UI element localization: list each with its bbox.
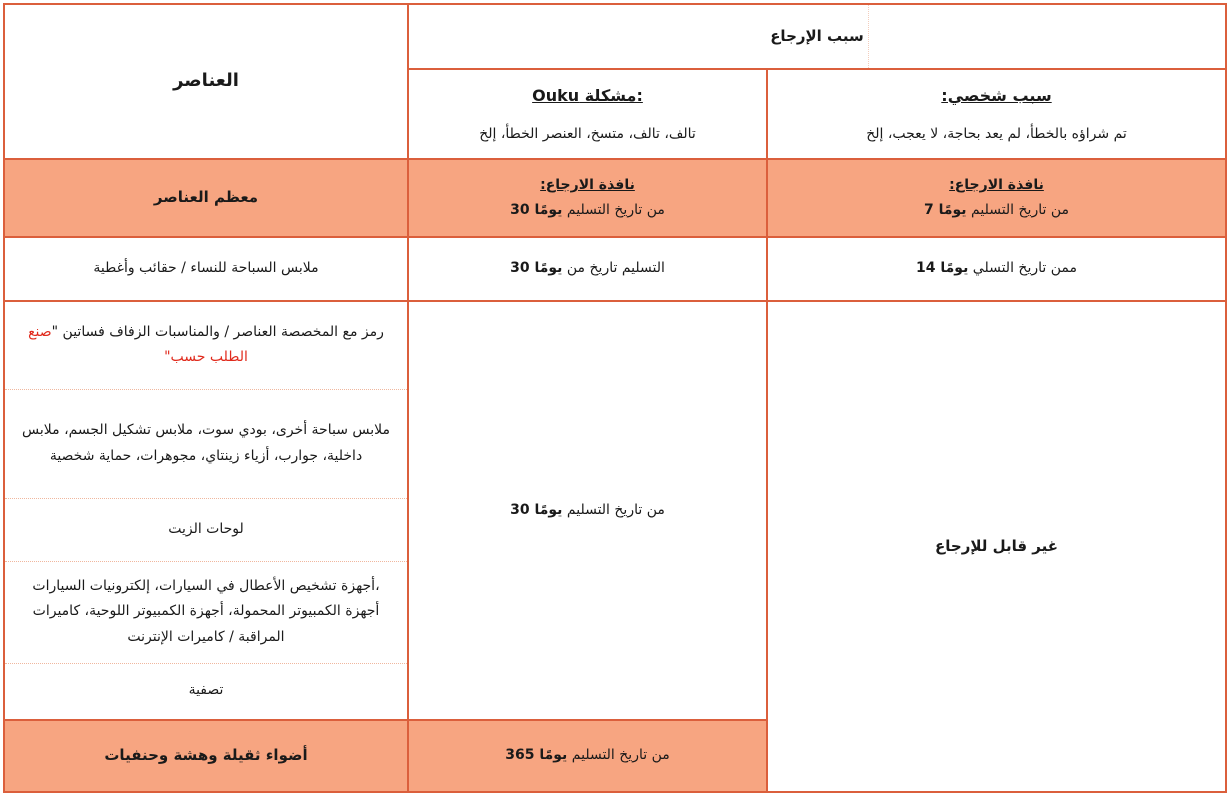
text-segment: يومًا 30 [510, 202, 563, 218]
text-segment: ملابس سباحة أخرى، بودي سوت، ملابس تشكيل الجسم، ملابس [22, 422, 390, 439]
text-line [419, 743, 756, 768]
text-line [419, 173, 756, 198]
most-items-personal-window [767, 159, 1226, 237]
text-line [15, 418, 397, 443]
text-line [15, 345, 397, 370]
swimwear-label: ملابس السباحة للنساء / حقائب وأغطية [4, 237, 408, 301]
text-line [778, 256, 1215, 281]
lights-ouku-window [408, 720, 767, 792]
text-line [778, 173, 1215, 198]
text-segment: ،أجهزة تشخيص الأعطال في السيارات، إلكترونيات السيارات [32, 578, 380, 595]
text-segment: صنع [28, 324, 52, 341]
items-column-header: العناصر [4, 4, 408, 159]
text-segment: ممن تاريخ التسلي [968, 260, 1077, 277]
most-items-label: معظم العناصر [4, 159, 408, 237]
text-segment: داخلية، جوارب، أزياء زينتاي، مجوهرات، حماية شخصية [49, 447, 363, 464]
other-swimwear-label [4, 389, 408, 498]
text-segment: يومًا 7 [923, 202, 967, 218]
non-returnable-cell: غير قابل للإرجاع [767, 301, 1226, 792]
row-swimwear [4, 237, 1226, 301]
personal-reason-subtitle: تم شراؤه بالخطأ، لم يعد بحاجة، لا يعجب، إلخ [866, 125, 1127, 142]
text-segment: يومًا 30 [510, 260, 563, 277]
header-divider [868, 5, 869, 68]
electronics-label [4, 561, 408, 663]
merged-ouku-window [408, 301, 767, 720]
text-segment: نافذة الارجاع: [949, 176, 1044, 193]
text-line [15, 320, 397, 345]
text-line [419, 498, 756, 523]
text-line [15, 574, 397, 599]
text-segment: نافذة الارجاع: [540, 176, 635, 193]
text-line [778, 198, 1215, 223]
text-line [15, 625, 397, 650]
ouku-problem-title: :مشكلة Ouku [532, 85, 643, 105]
ouku-problem-subtitle: تالف، تالف، متسخ، العنصر الخطأ، إلخ [479, 125, 696, 142]
text-line [419, 256, 756, 281]
reason-column-header [408, 4, 1226, 69]
text-segment: من تاريخ التسليم [562, 501, 665, 518]
custom-items-label [4, 301, 408, 389]
text-segment: من تاريخ التسليم [562, 202, 665, 218]
filter-label: تصفية [4, 663, 408, 720]
text-segment: يومًا 365 [505, 747, 568, 764]
text-segment: رمز مع المخصصة العناصر / والمناسبات الزفاف فساتين " [51, 324, 384, 341]
text-segment: التسليم تاريخ من [562, 260, 665, 277]
text-segment: أجهزة الكمبيوتر المحمولة، أجهزة الكمبيوتر اللوحية، كاميرات [32, 603, 380, 620]
lights-label: أضواء ثقيلة وهشة وحنفيات [4, 720, 408, 792]
oil-paintings-label: لوحات الزيت [4, 498, 408, 561]
text-segment: من تاريخ التسليم [567, 747, 670, 764]
text-segment: من تاريخ التسليم [966, 202, 1069, 218]
text-segment: الطلب حسب" [164, 349, 248, 366]
text-line [15, 599, 397, 624]
return-policy-table [3, 3, 1227, 793]
text-line [15, 444, 397, 469]
text-segment: يومًا 14 [916, 260, 969, 277]
row-most-items [4, 159, 1226, 237]
ouku-problem-header [408, 69, 767, 159]
text-segment: يومًا 30 [510, 501, 563, 518]
swimwear-ouku-window [408, 237, 767, 301]
reason-header-label: سبب الإرجاع [770, 26, 864, 45]
personal-reason-title: سبب شخصي: [941, 85, 1052, 105]
row-custom-items [4, 301, 1226, 389]
swimwear-personal-window [767, 237, 1226, 301]
personal-reason-header [767, 69, 1226, 159]
header-row-reason [4, 4, 1226, 69]
most-items-ouku-window [408, 159, 767, 237]
text-line [419, 198, 756, 223]
text-segment: المراقبة / كاميرات الإنترنت [127, 628, 285, 645]
